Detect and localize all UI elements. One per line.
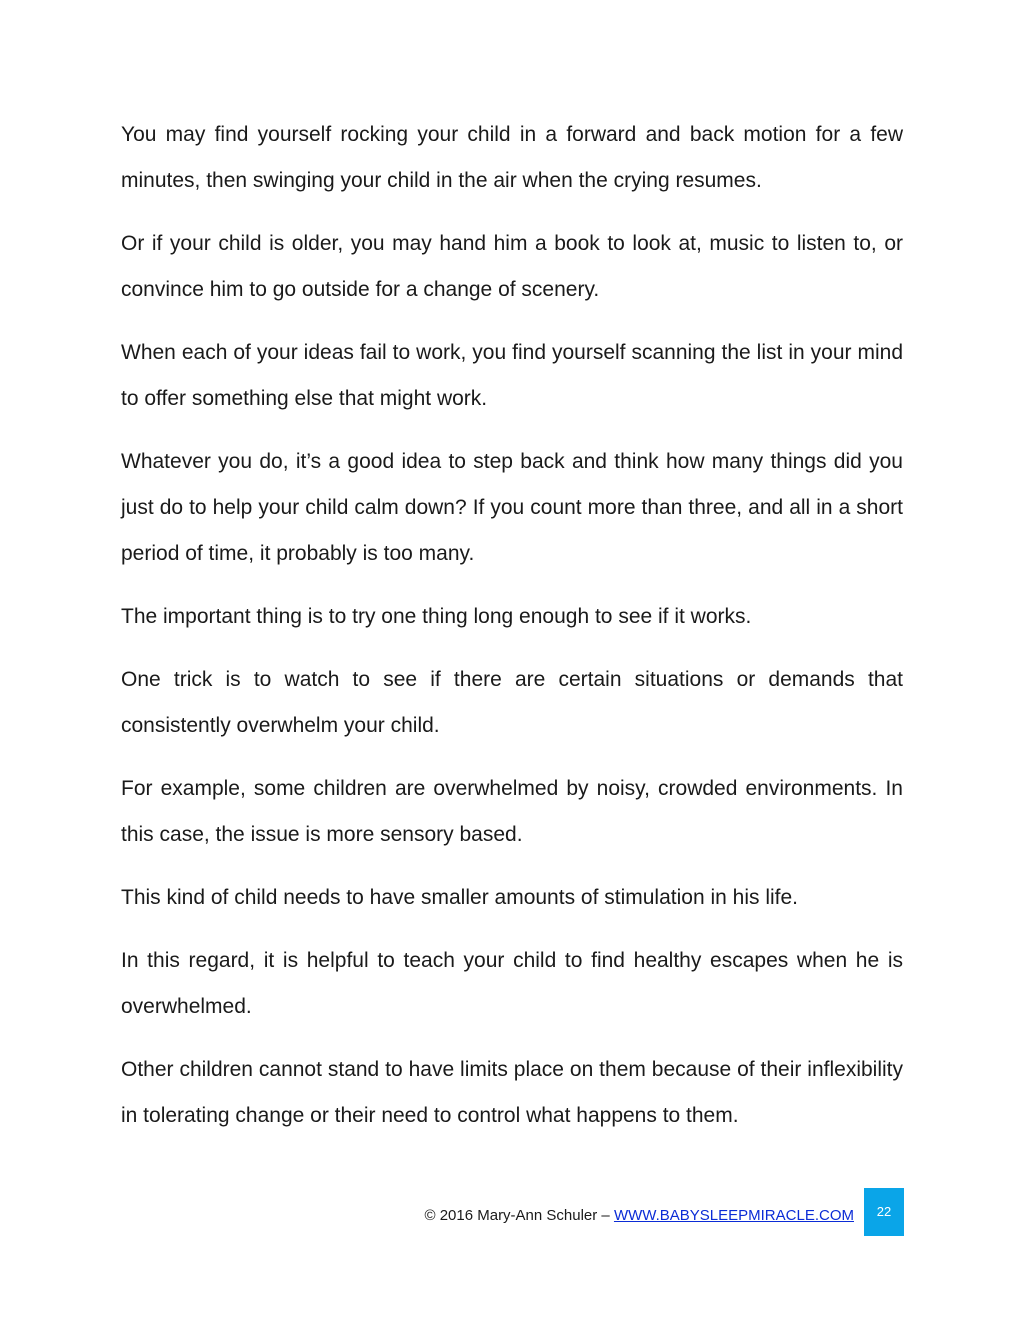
paragraph: This kind of child needs to have smaller amounts of stimulation in his life. xyxy=(121,886,798,909)
body-text xyxy=(121,112,903,1156)
website-link[interactable]: WWW.BABYSLEEPMIRACLE.COM xyxy=(613,1207,854,1224)
paragraph: Or if your child is older, you may hand him a book to look at, music to listen to, or convince him to go outside for a change of scenery. xyxy=(121,232,903,301)
paragraph: You may find yourself rocking your child in a forward and back motion for a few minutes, then swinging your child in the air when the crying resumes. xyxy=(121,123,903,192)
footer-text xyxy=(424,1207,854,1224)
paragraph: In this regard, it is helpful to teach your child to find healthy escapes when he is overwhelmed. xyxy=(121,949,903,1018)
page-footer xyxy=(0,1188,904,1236)
copyright-text: © 2016 Mary-Ann Schuler – xyxy=(424,1207,614,1224)
paragraph: Whatever you do, it’s a good idea to step back and think how many things did you just do to help your child calm down? If you count more than three, and all in a short period of time, it probably is too many. xyxy=(121,450,903,565)
paragraph: For example, some children are overwhelmed by noisy, crowded environments. In this case, the issue is more sensory based. xyxy=(121,777,903,846)
paragraph: Other children cannot stand to have limits place on them because of their inflexibility in tolerating change or their need to control what happens to them. xyxy=(121,1058,903,1127)
paragraph: When each of your ideas fail to work, you find yourself scanning the list in your mind to offer something else that might work. xyxy=(121,341,903,410)
paragraph: The important thing is to try one thing long enough to see if it works. xyxy=(121,605,752,628)
page-number-badge: 22 xyxy=(864,1188,904,1236)
paragraph: One trick is to watch to see if there are certain situations or demands that consistently overwhelm your child. xyxy=(121,668,903,737)
